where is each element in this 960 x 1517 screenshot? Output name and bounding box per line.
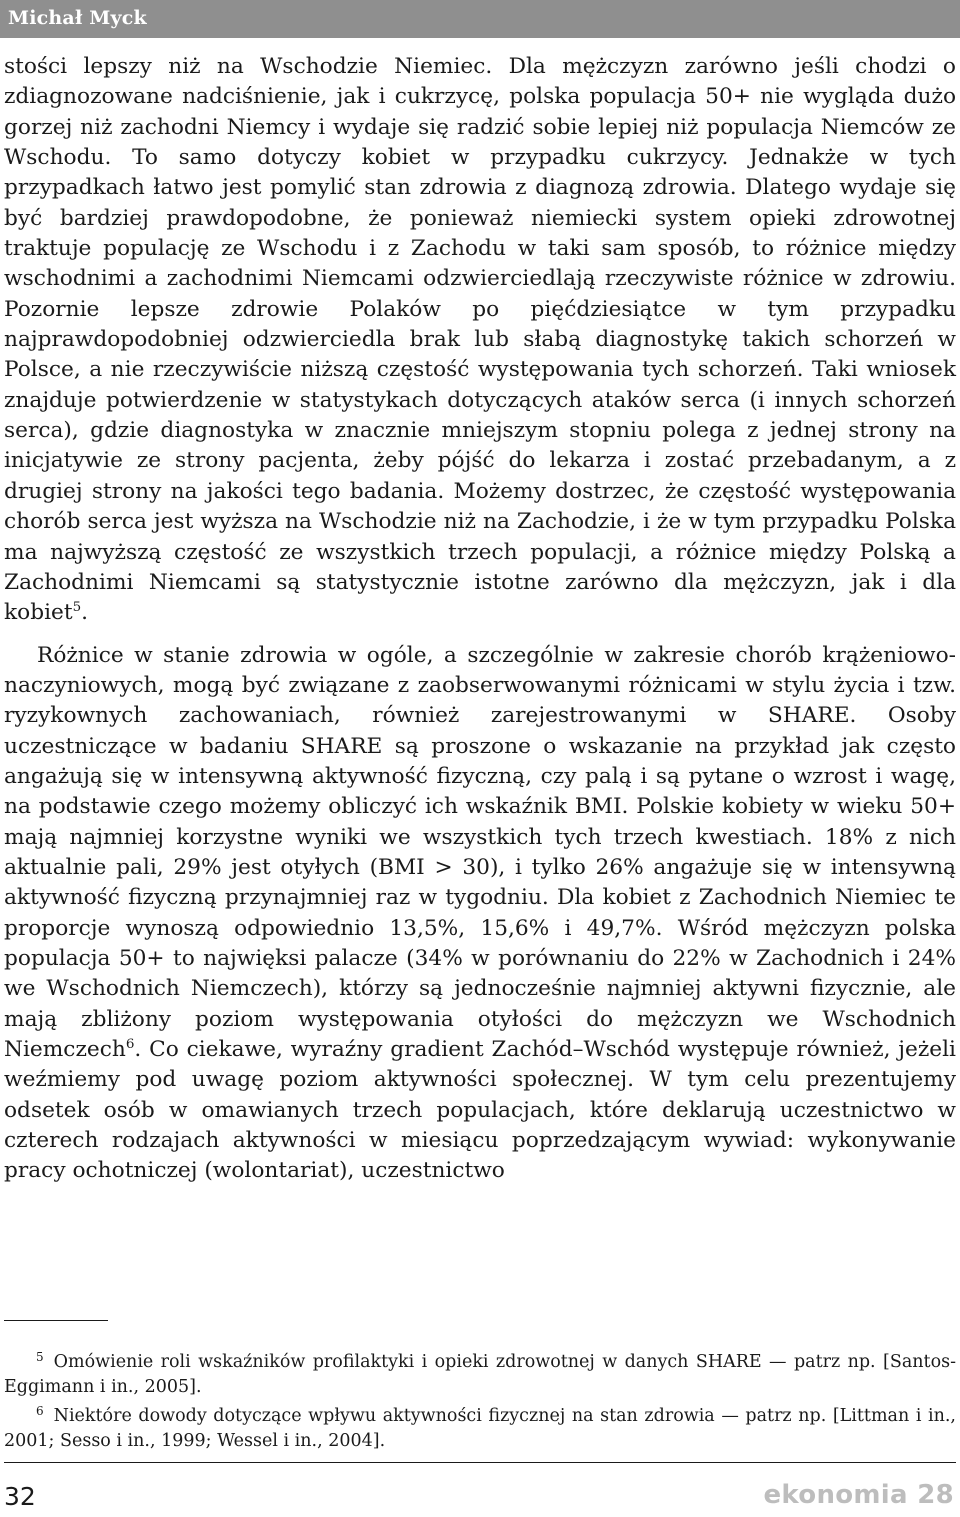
footnote-text: Omówienie roli wskaźników profilaktyki i opieki zdrowotnej w danych SHARE — patrz np. [Santos-Eggimann i in., 2005].	[4, 1352, 956, 1397]
paragraph-1	[4, 52, 956, 629]
paragraph-2-text-a: Różnice w stanie zdrowia w ogóle, a szczególnie w zakresie chorób krążeniowo-naczyniowych, mogą być związane z zaobserwowanymi różnicami w stylu życia i tzw. ryzykownych zachowaniach, również zarejestrowanymi w SHARE. Osoby uczestniczące w badaniu SHARE są proszone o wskazanie na przykład jak często angażują się w intensywną aktywność fizyczną, czy palą i są pytane o wzrost i wagę, na podstawie czego możemy obliczyć ich wskaźnik BMI. Polskie kobiety w wieku 50+ mają najmniej korzystne wyniki we wszystkich tych trzech kwestiach. 18% z nich aktualnie pali, 29% jest otyłych (BMI > 30), i tylko 26% angażuje się w intensywną aktywność fizyczną przynajmniej raz w tygodniu. Dla kobiet z Zachodnich Niemiec te proporcje wynoszą odpowiednio 13,5%, 15,6% i 49,7%. Wśród mężczyzn polska populacja 50+ to najwięksi palacze (34% w porównaniu do 22% w Zachodnich i 24% we Wschodnich Niemczech), którzy są jednocześnie najmniej aktywni fizycznie, ale mają zbliżony poziom występowania otyłości do mężczyzn we Wschodnich Niemczech	[4, 642, 956, 1062]
footnote-ref-5[interactable]: 5	[72, 599, 82, 615]
main-text	[4, 52, 956, 1187]
footnotes	[4, 1345, 956, 1453]
paragraph-2	[4, 641, 956, 1187]
footnote-number: 5	[36, 1350, 44, 1364]
footnote-ref-6[interactable]: 6	[125, 1036, 135, 1052]
footnote-5	[4, 1345, 956, 1399]
page-number: 32	[4, 1482, 36, 1511]
paragraph-2-text-b: . Co ciekawe, wyraźny gradient Zachód–Wschód występuje również, jeżeli weźmiemy pod uwagę poziom aktywności społecznej. W tym celu prezentujemy odsetek osób w omawianych trzech populacjach, które deklarują uczestnictwo w czterech rodzajach aktywności w miesiącu poprzedzającym wywiad: wykonywanie pracy ochotniczej (wolontariat), uczestnictwo	[4, 1037, 956, 1184]
footer-divider	[4, 1462, 956, 1463]
header-author: Michał Myck	[8, 7, 147, 29]
footnote-text: Niektóre dowody dotyczące wpływu aktywności fizycznej na stan zdrowia — patrz np. [Littman i in., 2001; Sesso i in., 1999; Wessel i in., 2004].	[4, 1406, 956, 1451]
footnote-divider	[4, 1320, 108, 1321]
journal-name: ekonomia 28	[763, 1480, 954, 1510]
paragraph-1-text: stości lepszy niż na Wschodzie Niemiec. Dla mężczyzn zarówno jeśli chodzi o zdiagnozowane nadciśnienie, jak i cukrzycę, polska populacja 50+ nie wygląda dużo gorzej niż zachodni Niemcy i wydaje się radzić sobie lepiej niż populacja Niemców ze Wschodu. To samo dotyczy kobiet w przypadku cukrzycy. Jednakże w tych przypadkach łatwo jest pomylić stan zdrowia z diagnozą zdrowia. Dlatego wydaje się być bardziej prawdopodobne, że ponieważ niemiecki system opieki zdrowotnej traktuje populację ze Wschodu i z Zachodu w taki sam sposób, to różnice między wschodnimi a zachodnimi Niemcami odzwierciedlają rzeczywiste różnice w zdrowiu. Pozornie lepsze zdrowie Polaków po pięćdziesiątce w tym przypadku najprawdopodobniej odzwierciedla brak lub słabą diagnostykę takich schorzeń w Polsce, a nie rzeczywiście niższą częstość występowania tych schorzeń. Taki wniosek znajduje potwierdzenie w statystykach dotyczących ataków serca (i innych schorzeń serca), gdzie diagnostyka w znacznie mniejszym stopniu polega z jednej strony na inicjatywie ze strony pacjenta, żeby pójść do lekarza i zostać przebadanym, a z drugiej strony na jakości tego badania. Możemy dostrzec, że częstość występowania chorób serca jest wyższa na Wschodzie niż na Zachodzie, i że w tym przypadku Polska ma najwyższą częstość ze wszystkich trzech populacji, a różnice między Polską a Zachodnimi Niemcami są statystycznie istotne zarówno dla mężczyzn, jak i dla kobiet	[4, 54, 956, 626]
running-header	[0, 0, 960, 38]
footnote-number: 6	[36, 1404, 44, 1418]
paragraph-1-end: .	[81, 600, 89, 626]
footnote-6	[4, 1399, 956, 1453]
